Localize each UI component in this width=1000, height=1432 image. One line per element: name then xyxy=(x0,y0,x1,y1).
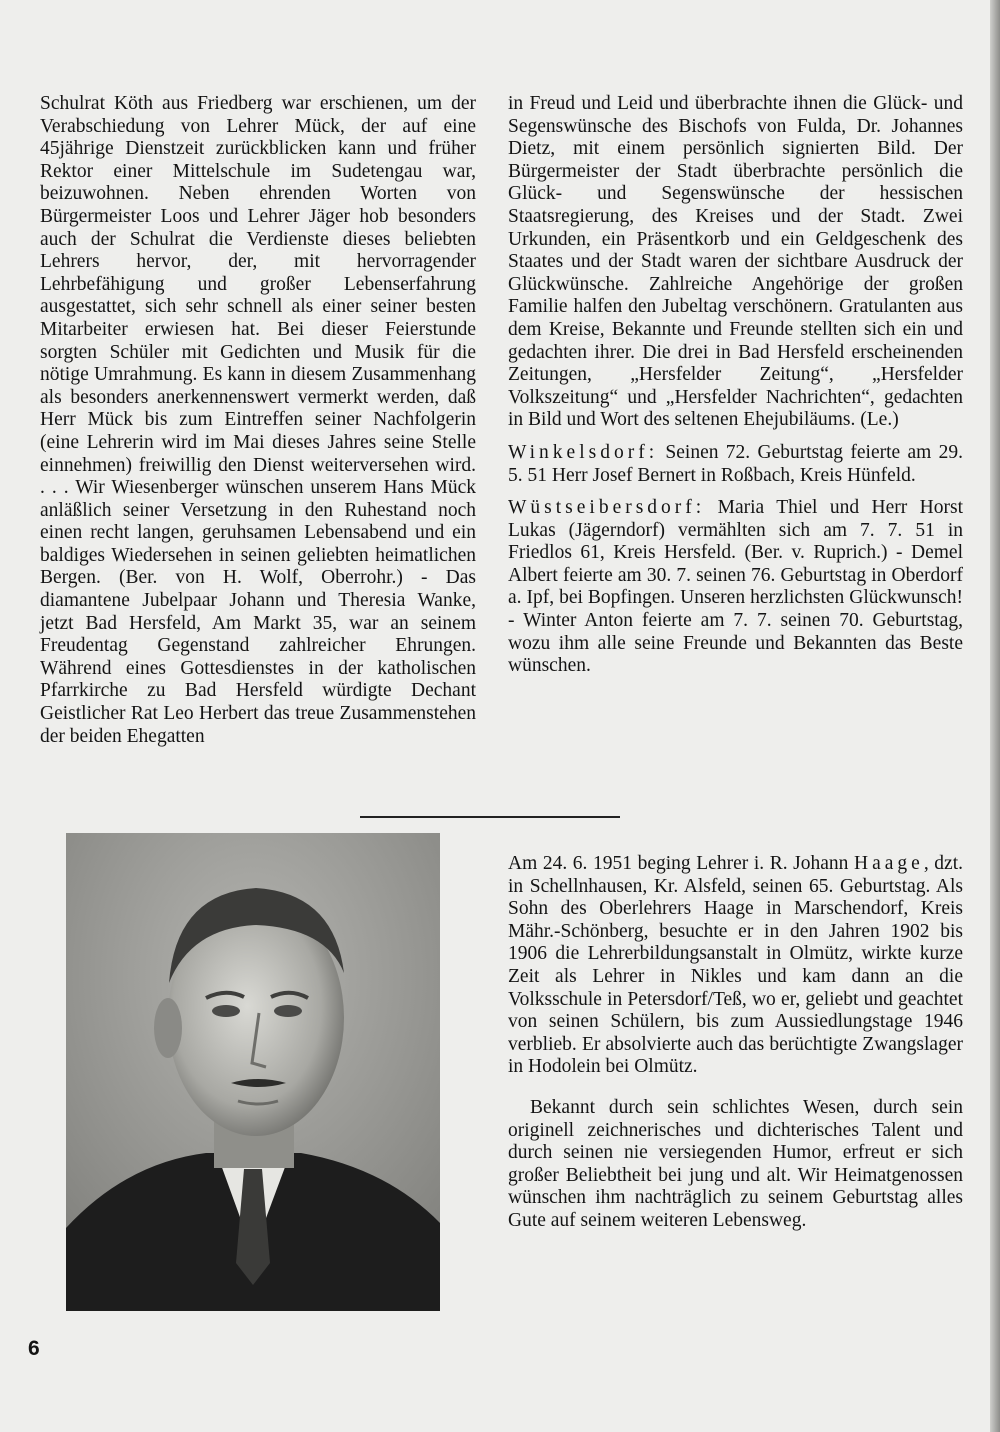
place-name: Winkelsdorf: xyxy=(508,441,659,463)
bio-text: , dzt. in Schellnhausen, Kr. Alsfeld, seinen 65. Geburtstag. Als Sohn des Oberlehrers Haage in Marschendorf, Kreis Mähr.-Schönberg, besuchte er in den Jahren 1902 bis 1906 die Lehrerbildungsanstalt in Olmütz, wirkte kurze Zeit als Lehrer in Nikles und kam dann an die Volksschule in Petersdorf/Teß, wo er, geliebt und geachtet von seinen Schülern, bis zum Aussiedlungstage 1946 verblieb. Er absolvierte auch das berüchtigte Zwangslager in Hodolein bei Olmütz. xyxy=(508,853,963,1078)
notice-winkelsdorf xyxy=(508,442,963,487)
place-name: Wüstseibersdorf: xyxy=(508,497,706,519)
person-name: Haage xyxy=(854,853,924,874)
bio-paragraph xyxy=(508,853,963,1079)
birthday-article xyxy=(508,853,963,1233)
article-paragraph: Schulrat Köth aus Friedberg war erschienen, um der Verabschiedung von Lehrer Mück, der auf eine 45jährige Dienstzeit zurückblicken kann und früher Rektor einer Mittelschule im Sudetengau war, beizuwohnen. Neben ehrenden Worten von Bürgermeister Loos und Lehrer Jäger hob besonders auch der Schulrat die Verdienste dieses beliebten Lehrers hervor, der, mit hervorragender Lehrbefähigung und großer Lebenserfahrung ausgestattet, sich sehr schnell als einer seiner besten Mitarbeiter erwiesen hat. Bei dieser Feierstunde sorgten Schüler mit Gedichten und Musik für die nötige Umrahmung. Es kann in diesem Zusammenhang als besonders anerkennenswert vermerkt werden, daß Herr Mück bis zum Eintreffen seiner Nachfolgerin (eine Lehrerin wird im Mai dieses Jahres seine Stelle einnehmen) freiwillig den Dienst weiterversehen wird. . . . Wir Wiesenberger wünschen unserem Hans Mück anläßlich seiner Versetzung in den Ruhestand noch einen recht langen, geruhsamen Lebensabend und ein baldiges Wiedersehen in seinen geliebten heimatlichen Bergen. (Ber. von H. Wolf, Oberrohr.) - Das diamantene Jubelpaar Johann und Theresia Wanke, jetzt Bad Hersfeld, Am Markt 35, war an seinem Freudentag Gegenstand zahlreicher Ehrungen. Während eines Gottesdienstes in der katholischen Pfarrkirche zu Bad Hersfeld würdigte Dechant Geistlicher Rat Leo Herbert das treue Zusammenstehen der beiden Ehegatten xyxy=(40,93,476,747)
notice-wuestseibersdorf xyxy=(508,497,963,678)
bio-text: Am 24. 6. 1951 beging Lehrer i. R. Johann xyxy=(508,853,855,874)
left-column xyxy=(40,93,476,748)
portrait-photo xyxy=(66,833,440,1311)
page-number: 6 xyxy=(28,1337,40,1360)
bio-paragraph: Bekannt durch sein schlichtes Wesen, durch sein originell zeichnerisches und dichterisches Talent und durch seinen nie versiegenden Humor, erfreut er sich großer Beliebtheit bei jung und alt. Wir Heimatgenossen wünschen ihm nachträglich zu seinem Geburtstag alles Gute auf seinem weiteren Lebensweg. xyxy=(508,1096,963,1231)
section-divider xyxy=(360,816,620,818)
right-column xyxy=(508,93,963,678)
notice-text: Seinen 72. Geburtstag feierte am 29. 5. 51 Herr Josef Bernert in Roßbach, Kreis Hünfeld. xyxy=(508,441,963,486)
notice-text: Maria Thiel und Herr Horst Lukas (Jägerndorf) vermählten sich am 7. 7. 51 in Friedlos 61, Kreis Hersfeld. (Ber. v. Ruprich.) - Demel Albert feierte am 30. 7. seinen 76. Geburtstag in Oberdorf a. Ipf, bei Bopfingen. Unseren herzlichsten Glückwunsch! - Winter Anton feierte am 7. 7. seinen 70. Geburtstag, wozu ihm alle seine Freunde und Bekannten das Beste wünschen. xyxy=(508,497,963,677)
article-continuation: in Freud und Leid und überbrachte ihnen die Glück- und Segenswünsche des Bischofs von Fulda, Dr. Johannes Dietz, mit einem persönlich signierten Bild. Der Bürgermeister der Stadt überbrachte persönlich die Glück- und Segenswünsche der hessischen Staatsregierung, des Kreises und der Stadt. Zwei Urkunden, ein Präsentkorb und ein Geldgeschenk des Staates und der Stadt waren der sichtbare Ausdruck der Glückwünsche. Zahlreiche Angehörige der großen Familie halfen den Jubeltag verschönern. Gratulanten aus dem Kreise, Bekannte und Freunde stellten sich ein und gedachten ihrer. Die drei in Bad Hersfeld erscheinenden Zeitungen, „Hersfelder Zeitung“, „Hersfelder Volkszeitung“ und „Hersfelder Nachrichten“, gedachten in Bild und Wort des seltenen Ehejubiläums. (Le.) xyxy=(508,93,963,431)
page-edge xyxy=(990,0,1000,1432)
